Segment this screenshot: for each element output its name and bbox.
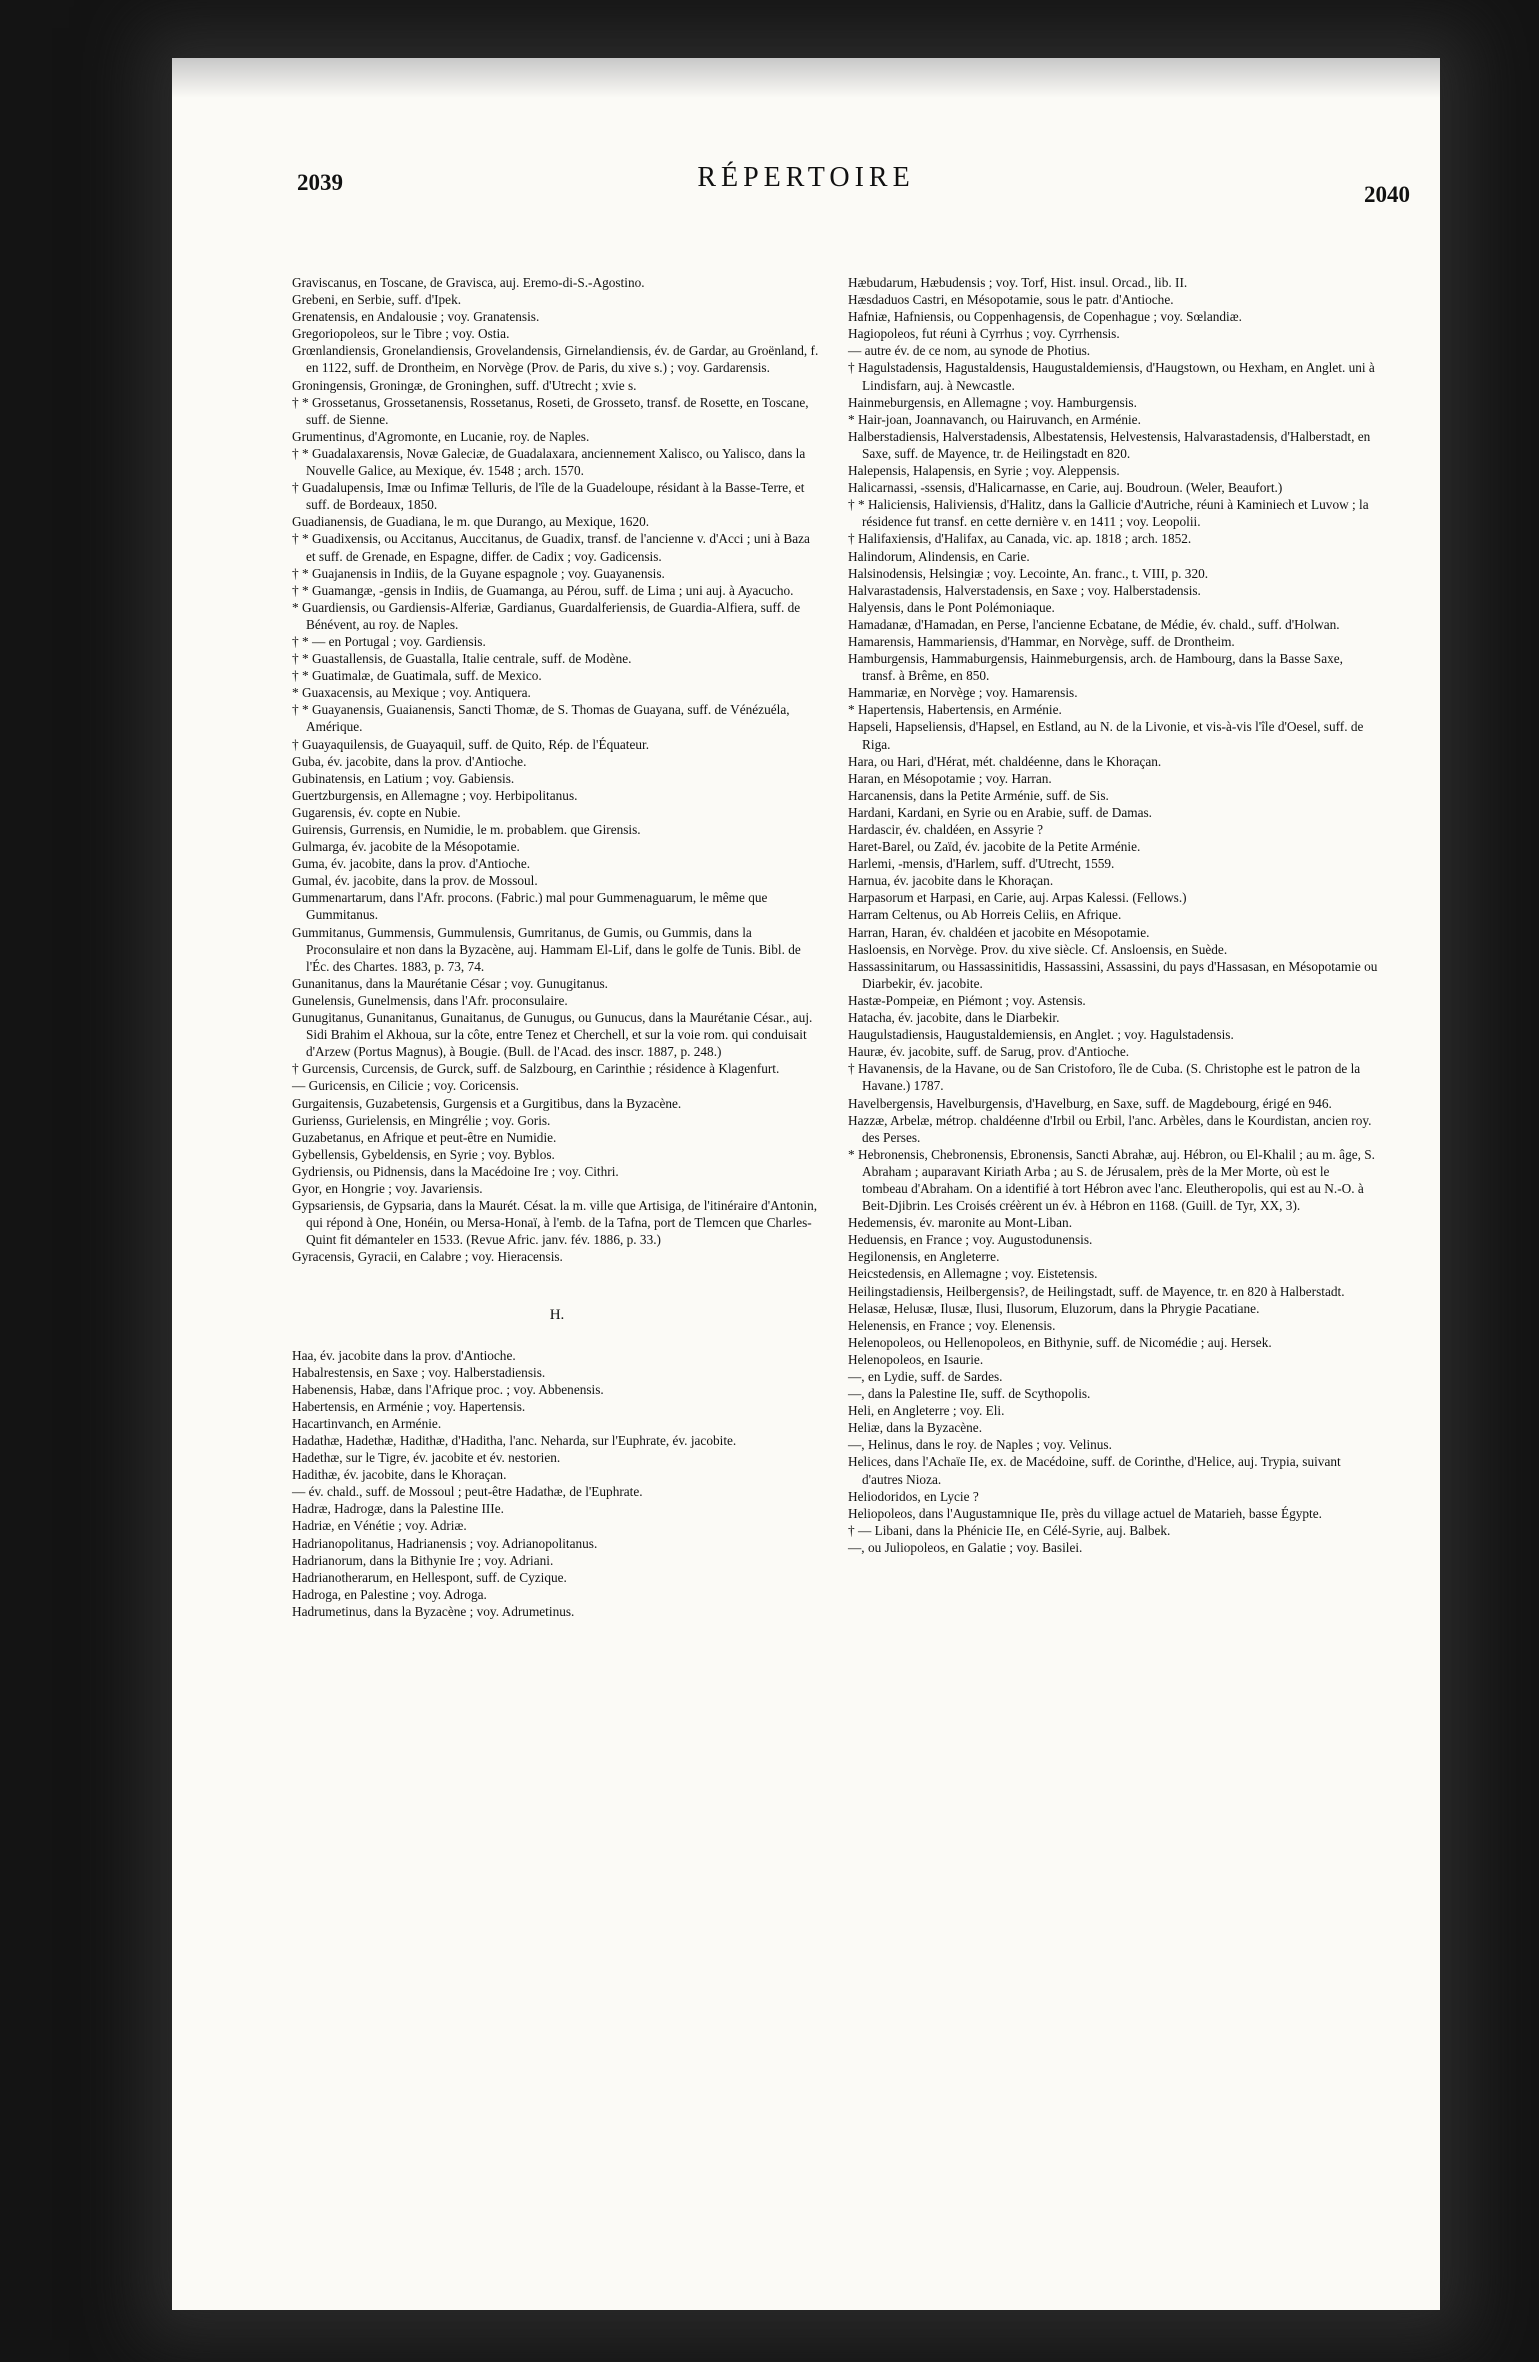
dictionary-entry: Habertensis, en Arménie ; voy. Hapertensis. — [292, 1398, 526, 1414]
dictionary-entry: Guertzburgensis, en Allemagne ; voy. Herbipolitanus. — [292, 787, 578, 803]
dictionary-entry: Halyensis, dans le Pont Polémoniaque. — [848, 599, 1055, 615]
dictionary-entry: Heduensis, en France ; voy. Augustodunensis. — [848, 1232, 1093, 1248]
dictionary-entry: Harcanensis, dans la Petite Arménie, suff. de Sis. — [848, 787, 1109, 803]
dictionary-entry: Hadrumetinus, dans la Byzacène ; voy. Adrumetinus. — [292, 1603, 575, 1619]
dictionary-entry: Hatacha, év. jacobite, dans le Diarbekir. — [848, 1010, 1060, 1026]
dictionary-entry: Heliopoleos, dans l'Augustamnique IIe, près du village actuel de Matarieh, basse Égypte. — [848, 1505, 1322, 1521]
dictionary-entry: † * Guamangæ, -gensis in Indiis, de Guamanga, au Pérou, suff. de Lima ; uni auj. à Ayacucho. — [292, 582, 794, 598]
dictionary-entry: Halicarnassi, -ssensis, d'Halicarnasse, en Carie, auj. Boudroun. (Weler, Beaufort.) — [848, 480, 1283, 496]
dictionary-entry: Gyracensis, Gyracii, en Calabre ; voy. Hieracensis. — [292, 1249, 563, 1265]
scan-shadow — [172, 58, 1440, 98]
dictionary-entry: Hardani, Kardani, en Syrie ou en Arabie, suff. de Damas. — [848, 804, 1153, 820]
dictionary-entry: † * Guastallensis, de Guastalla, Italie centrale, suff. de Modène. — [292, 651, 632, 667]
dictionary-entry: Hacartinvanch, en Arménie. — [292, 1415, 442, 1431]
page-number-right: 2040 — [1364, 182, 1410, 207]
dictionary-entry: Heilingstadiensis, Heilbergensis?, de Heilingstadt, suff. de Mayence, tr. en 820 à Halberstadt. — [848, 1283, 1345, 1299]
dictionary-entry: Haugulstadiensis, Haugustaldemiensis, en Anglet. ; voy. Hagulstadensis. — [848, 1027, 1234, 1043]
dictionary-entry: Helenopoleos, en Isaurie. — [848, 1351, 984, 1367]
dictionary-entry: — Guricensis, en Cilicie ; voy. Coricensis. — [292, 1078, 519, 1094]
dictionary-entry: Heliodoridos, en Lycie ? — [848, 1488, 979, 1504]
dictionary-entry: Hamburgensis, Hammaburgensis, Hainmeburgensis, arch. de Hambourg, dans la Basse Saxe, transf. à Brême, en 850. — [848, 651, 1343, 684]
dictionary-entry: Habenensis, Habæ, dans l'Afrique proc. ; voy. Abbenensis. — [292, 1381, 604, 1397]
dictionary-entry: Haa, év. jacobite dans la prov. d'Antioche. — [292, 1347, 516, 1363]
dictionary-entry: Gulmarga, év. jacobite de la Mésopotamie. — [292, 839, 520, 855]
dictionary-entry: — év. chald., suff. de Mossoul ; peut-être Hadathæ, de l'Euphrate. — [292, 1484, 643, 1500]
dictionary-entry: * Guardiensis, ou Gardiensis-Alferiæ, Gardianus, Guardalferiensis, de Guardia-Alfiera, suff. de Bénévent, au roy. de Naples. — [292, 599, 801, 632]
dictionary-entry: Harpasorum et Harpasi, en Carie, auj. Arpas Kalessi. (Fellows.) — [848, 890, 1187, 906]
dictionary-entry: Hazzæ, Arbelæ, métrop. chaldéenne d'Irbil ou Erbil, l'anc. Arbèles, dans le Kourdistan, ancien roy. des Perses. — [848, 1112, 1372, 1145]
dictionary-entry: Helenensis, en France ; voy. Elenensis. — [848, 1317, 1056, 1333]
dictionary-entry: Halindorum, Alindensis, en Carie. — [848, 548, 1030, 564]
dictionary-entry: * Hapertensis, Habertensis, en Arménie. — [848, 702, 1062, 718]
dictionary-entry: Gybellensis, Gybeldensis, en Syrie ; voy. Byblos. — [292, 1146, 555, 1162]
dictionary-entry: Hamarensis, Hammariensis, d'Hammar, en Norvège, suff. de Drontheim. — [848, 633, 1235, 649]
dictionary-entry: Hapseli, Hapseliensis, d'Hapsel, en Estland, au N. de la Livonie, et vis-à-vis l'île d'Oesel, suff. de Riga. — [848, 719, 1364, 752]
dictionary-entry: Habalrestensis, en Saxe ; voy. Halberstadiensis. — [292, 1364, 546, 1380]
running-title: RÉPERTOIRE — [697, 162, 915, 193]
dictionary-entry: Hastæ-Pompeiæ, en Piémont ; voy. Astensis. — [848, 992, 1086, 1008]
dictionary-entry: Gumal, év. jacobite, dans la prov. de Mossoul. — [292, 873, 538, 889]
dictionary-entry: Hadriæ, en Vénétie ; voy. Adriæ. — [292, 1518, 467, 1534]
dictionary-entry: † — Libani, dans la Phénicie IIe, en Célé-Syrie, auj. Balbek. — [848, 1522, 1171, 1538]
dictionary-entry: Hasloensis, en Norvège. Prov. du xive siècle. Cf. Ansloensis, en Suède. — [848, 941, 1228, 957]
dictionary-entry: Hadithæ, év. jacobite, dans le Khoraçan. — [292, 1467, 507, 1483]
dictionary-entry: Grumentinus, d'Agromonte, en Lucanie, roy. de Naples. — [292, 428, 590, 444]
dictionary-entry: Gurgaitensis, Guzabetensis, Gurgensis et a Gurgitibus, dans la Byzacène. — [292, 1095, 682, 1111]
right-column — [848, 274, 1378, 1556]
dictionary-entry: Helenopoleos, ou Hellenopoleos, en Bithynie, suff. de Nicomédie ; auj. Hersek. — [848, 1334, 1272, 1350]
dictionary-entry: † Guadalupensis, Imæ ou Infimæ Telluris, de l'île de la Guadeloupe, résidant à la Basse-Terre, et suff. de Bordeaux, 1850. — [292, 480, 805, 513]
dictionary-entry: Hamadanæ, d'Hamadan, en Perse, l'ancienne Ecbatane, de Médie, év. chald., suff. d'Holwan. — [848, 616, 1340, 632]
dictionary-entry: Gubinatensis, en Latium ; voy. Gabiensis. — [292, 770, 515, 786]
dictionary-entry: Hardascir, év. chaldéen, en Assyrie ? — [848, 822, 1044, 837]
dictionary-entry: † * Grossetanus, Grossetanensis, Rossetanus, Roseti, de Grosseto, transf. de Rosette, en Toscane, suff. de Sienne. — [292, 394, 809, 427]
page-header — [172, 162, 1440, 207]
dictionary-entry: Guzabetanus, en Afrique et peut-être en Numidie. — [292, 1129, 557, 1145]
dictionary-entry: Helasæ, Helusæ, Ilusæ, Ilusi, Ilusorum, Eluzorum, dans la Phrygie Pacatiane. — [848, 1300, 1260, 1316]
dictionary-entry: Graviscanus, en Toscane, de Gravisca, auj. Eremo-di-S.-Agostino. — [292, 275, 645, 290]
dictionary-entry: Grœnlandiensis, Gronelandiensis, Grovelandensis, Girnelandiensis, év. de Gardar, au Groënland, f. en 1122, suff. de Drontheim, en Norvège (Prov. de Paris, du xive s.) ; voy. Gardarensis. — [292, 343, 819, 376]
dictionary-entry: † Hagulstadensis, Hagustaldensis, Haugustaldemiensis, d'Haugstown, ou Hexham, en Anglet. uni à Lindisfarn, auj. à Newcastle. — [848, 360, 1375, 393]
dictionary-entry: Halepensis, Halapensis, en Syrie ; voy. Aleppensis. — [848, 463, 1120, 479]
dictionary-entry: † * Guadixensis, ou Accitanus, Auccitanus, de Guadix, transf. de l'ancienne v. d'Acci ; uni à Baza et suff. de Grenade, en Espagne, differ. de Cadix ; voy. Gadicensis. — [292, 531, 810, 564]
dictionary-entry: Gugarensis, év. copte en Nubie. — [292, 804, 461, 820]
left-column — [292, 274, 822, 1620]
dictionary-entry: Grebeni, en Serbie, suff. d'Ipek. — [292, 292, 462, 308]
dictionary-entry: Hadrianorum, dans la Bithynie Ire ; voy. Adriani. — [292, 1552, 554, 1568]
dictionary-entry: Groningensis, Groningæ, de Groninghen, suff. d'Utrecht ; xvie s. — [292, 377, 637, 393]
dictionary-entry: Helices, dans l'Achaïe IIe, ex. de Macédoine, suff. de Corinthe, d'Helice, auj. Trypia, suivant d'autres Nioza. — [848, 1454, 1341, 1487]
dictionary-entry: Hauræ, év. jacobite, suff. de Sarug, prov. d'Antioche. — [848, 1044, 1130, 1060]
dictionary-entry: —, dans la Palestine IIe, suff. de Scythopolis. — [848, 1386, 1091, 1402]
dictionary-entry: Harnua, év. jacobite dans le Khoraçan. — [848, 873, 1054, 889]
dictionary-entry: —, en Lydie, suff. de Sardes. — [848, 1369, 1003, 1384]
dictionary-entry: † Halifaxiensis, d'Halifax, au Canada, vic. ap. 1818 ; arch. 1852. — [848, 531, 1192, 547]
dictionary-entry: † * Guatimalæ, de Guatimala, suff. de Mexico. — [292, 668, 542, 684]
dictionary-entry: Harram Celtenus, ou Ab Horreis Celiis, en Afrique. — [848, 907, 1122, 923]
dictionary-entry: Harlemi, -mensis, d'Harlem, suff. d'Utrecht, 1559. — [848, 856, 1115, 872]
dictionary-entry: * Hair-joan, Joannavanch, ou Hairuvanch, en Arménie. — [848, 411, 1141, 427]
dictionary-entry: Heicstedensis, en Allemagne ; voy. Eistetensis. — [848, 1266, 1098, 1282]
dictionary-entry: — autre év. de ce nom, au synode de Photius. — [848, 343, 1091, 359]
dictionary-entry: Halsinodensis, Helsingiæ ; voy. Lecointe, An. franc., t. VIII, p. 320. — [848, 565, 1209, 581]
dictionary-entry: † * Guadalaxarensis, Novæ Galeciæ, de Guadalaxara, anciennement Xalisco, ou Yalisco, dans la Nouvelle Galice, au Mexique, év. 1548 ; arch. 1570. — [292, 445, 806, 479]
dictionary-entry: —, ou Juliopoleos, en Galatie ; voy. Basilei. — [848, 1539, 1083, 1555]
dictionary-entry: † Gurcensis, Curcensis, de Gurck, suff. de Salzbourg, en Carinthie ; résidence à Klagenfurt. — [292, 1061, 780, 1077]
dictionary-entry: † * Guayanensis, Guaianensis, Sancti Thomæ, de S. Thomas de Guayana, suff. de Vénézuéla, Amérique. — [292, 702, 790, 735]
dictionary-entry: Haret-Barel, ou Zaïd, év. jacobite de la Petite Arménie. — [848, 839, 1141, 855]
dictionary-entry: Gunugitanus, Gunanitanus, Gunaitanus, de Gunugus, ou Gunucus, dans la Maurétanie César., auj. Sidi Brahim el Akhoua, sur la côte, entre Tenez et Cherchell, et sur la voie rom. qui conduisait d'Arzew (Portus Magnus), à Bougie. (Bull. de l'Acad. des inscr. 1887, p. 248.) — [292, 1010, 813, 1060]
dictionary-entry: Hegilonensis, en Angleterre. — [848, 1249, 1000, 1265]
dictionary-entry: Hadrianopolitanus, Hadrianensis ; voy. Adrianopolitanus. — [292, 1535, 598, 1551]
dictionary-entry: * Hebronensis, Chebronensis, Ebronensis, Sancti Abrahæ, auj. Hébron, ou El-Khalil ; au m. âge, S. Abraham ; auparavant Kiriath Arba ; au S. de Jérusalem, près de la Mer Morte, où est le tombeau d'Abraham. On a identifié à tort Hébron avec l'anc. Eleutheropolis, qui est au N.-O. à Beit-Djibrin. Les Croisés créèrent un év. à Hébron en 1168. (Guill. de Tyr, XX, 3). — [848, 1146, 1375, 1214]
dictionary-entry: Gypsariensis, de Gypsaria, dans la Maurét. Césat. la m. ville que Artisiga, de l'itinéraire d'Antonin, qui répond à One, Honéin, ou Mersa-Honaï, à l'emb. de la Tafna, port de Tlemcen que Charles-Quint fit démanteler en 1533. (Revue Afric. janv. fév. 1886, p. 33.) — [292, 1198, 818, 1248]
dictionary-entry: Hæbudarum, Hæbudensis ; voy. Torf, Hist. insul. Orcad., lib. II. — [848, 275, 1188, 290]
dictionary-entry: Guadianensis, de Guadiana, le m. que Durango, au Mexique, 1620. — [292, 514, 650, 530]
right-entries — [848, 274, 1378, 1556]
dictionary-entry: Guba, év. jacobite, dans la prov. d'Antioche. — [292, 753, 527, 769]
dictionary-entry: Hadrianotherarum, en Hellespont, suff. de Cyzique. — [292, 1569, 567, 1585]
dictionary-entry: † Guayaquilensis, de Guayaquil, suff. de Quito, Rép. de l'Équateur. — [292, 736, 650, 752]
dictionary-entry: Halberstadiensis, Halverstadensis, Albestatensis, Helvestensis, Halvarastadensis, d'Halberstadt, en Saxe, suff. de Mayence, tr. de Heilingstadt en 820. — [848, 428, 1371, 461]
dictionary-entry: Gunanitanus, dans la Maurétanie César ; voy. Gunugitanus. — [292, 975, 608, 991]
dictionary-entry: Hafniæ, Hafniensis, ou Coppenhagensis, de Copenhague ; voy. Sœlandiæ. — [848, 309, 1242, 325]
dictionary-entry: Hara, ou Hari, d'Hérat, mét. chaldéenne, dans le Khoraçan. — [848, 753, 1162, 769]
dictionary-entry: † Havanensis, de la Havane, ou de San Cristoforo, île de Cuba. (S. Christophe est le patron de la Havane.) 1787. — [848, 1061, 1361, 1094]
dictionary-entry: Gregoriopoleos, sur le Tibre ; voy. Ostia. — [292, 326, 510, 342]
page-number-left: 2039 — [297, 170, 343, 195]
dictionary-entry: Gyor, en Hongrie ; voy. Javariensis. — [292, 1180, 483, 1196]
dictionary-entry: Grenatensis, en Andalousie ; voy. Granatensis. — [292, 309, 540, 325]
dictionary-entry: Halvarastadensis, Halverstadensis, en Saxe ; voy. Halberstadensis. — [848, 582, 1201, 598]
dictionary-entry: Heli, en Angleterre ; voy. Eli. — [848, 1403, 1005, 1419]
dictionary-entry: † * — en Portugal ; voy. Gardiensis. — [292, 633, 486, 649]
dictionary-entry: Hadroga, en Palestine ; voy. Adroga. — [292, 1586, 487, 1602]
dictionary-entry: Hadathæ, Hadethæ, Hadithæ, d'Haditha, l'anc. Neharda, sur l'Euphrate, év. jacobite. — [292, 1433, 737, 1448]
dictionary-entry: Hagiopoleos, fut réuni à Cyrrhus ; voy. Cyrrhensis. — [848, 326, 1120, 342]
dictionary-entry: Hadræ, Hadrogæ, dans la Palestine IIIe. — [292, 1501, 504, 1517]
dictionary-entry: Harran, Haran, év. chaldéen et jacobite en Mésopotamie. — [848, 924, 1150, 940]
dictionary-entry: † * Haliciensis, Haliviensis, d'Halitz, dans la Gallicie d'Autriche, réuni à Kaminiech et Luvow ; la résidence fut transf. en cette dernière v. en 1411 ; voy. Leopolii. — [848, 497, 1369, 530]
left-h-entries — [292, 1347, 822, 1621]
dictionary-entry: Hammariæ, en Norvège ; voy. Hamarensis. — [848, 685, 1078, 701]
dictionary-entry: Hedemensis, év. maronite au Mont-Liban. — [848, 1215, 1073, 1231]
dictionary-entry: * Guaxacensis, au Mexique ; voy. Antiquera. — [292, 685, 531, 701]
section-heading: H. — [549, 1307, 565, 1324]
dictionary-entry: Guirensis, Gurrensis, en Numidie, le m. probablem. que Girensis. — [292, 822, 641, 837]
dictionary-entry: Gunelensis, Gunelmensis, dans l'Afr. proconsulaire. — [292, 992, 568, 1008]
dictionary-entry: —, Helinus, dans le roy. de Naples ; voy. Velinus. — [848, 1437, 1112, 1453]
dictionary-entry: Hadethæ, sur le Tigre, év. jacobite et év. nestorien. — [292, 1450, 561, 1466]
dictionary-entry: Gummitanus, Gummensis, Gummulensis, Gumritanus, de Gumis, ou Gummis, dans la Proconsulaire et non dans la Byzacène, auj. Hammam El-Lif, dans le golfe de Tunis. Bibl. de l'Éc. des Chartes. 1883, p. 73, 74. — [292, 924, 801, 974]
dictionary-entry: Hassassinitarum, ou Hassassinitidis, Hassassini, Assassini, du pays d'Hassasan, en Mésopotamie ou Diarbekir, év. jacobite. — [848, 958, 1378, 991]
dictionary-entry: Hæsdaduos Castri, en Mésopotamie, sous le patr. d'Antioche. — [848, 292, 1174, 308]
left-entries — [292, 274, 822, 1265]
dictionary-entry: Hainmeburgensis, en Allemagne ; voy. Hamburgensis. — [848, 394, 1137, 410]
dictionary-entry: Guma, év. jacobite, dans la prov. d'Antioche. — [292, 856, 531, 872]
dictionary-entry: Havelbergensis, Havelburgensis, d'Havelburg, en Saxe, suff. de Magdebourg, érigé en 946. — [848, 1095, 1332, 1111]
dictionary-entry: Gydriensis, ou Pidnensis, dans la Macédoine Ire ; voy. Cithri. — [292, 1163, 619, 1179]
dictionary-entry: Gurienss, Gurielensis, en Mingrélie ; voy. Goris. — [292, 1112, 551, 1128]
dictionary-entry: † * Guajanensis in Indiis, de la Guyane espagnole ; voy. Guayanensis. — [292, 565, 665, 581]
dictionary-entry: Gummenartarum, dans l'Afr. procons. (Fabric.) mal pour Gummenaguarum, le même que Gummitanus. — [292, 890, 768, 923]
dictionary-entry: Heliæ, dans la Byzacène. — [848, 1420, 983, 1436]
book-page — [172, 58, 1440, 2310]
dictionary-entry: Haran, en Mésopotamie ; voy. Harran. — [848, 770, 1052, 786]
